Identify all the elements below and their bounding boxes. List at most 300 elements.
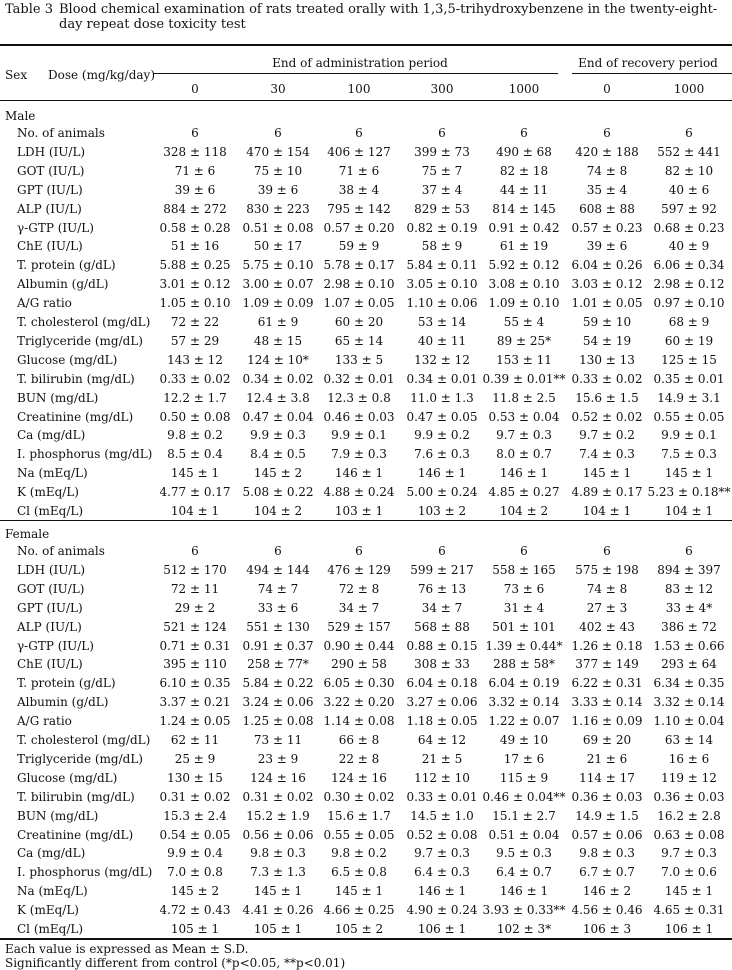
table-cell: 5.08 ± 0.22 bbox=[242, 485, 314, 500]
row-label: Triglyceride (mg/dL) bbox=[17, 333, 143, 348]
row-label: Albumin (g/dL) bbox=[17, 277, 109, 292]
table-cell: 4.90 ± 0.24 bbox=[406, 903, 478, 918]
table-cell: 21 ± 5 bbox=[421, 751, 463, 766]
table-cell: 74 ± 7 bbox=[257, 581, 299, 596]
table-cell: 2.98 ± 0.12 bbox=[653, 277, 725, 292]
table-cell: 0.36 ± 0.03 bbox=[653, 789, 725, 804]
row-label: Cl (mEq/L) bbox=[17, 504, 84, 518]
table-cell: 1.39 ± 0.44* bbox=[485, 638, 563, 653]
table-cell: 386 ± 72 bbox=[661, 619, 717, 634]
table-cell: 420 ± 188 bbox=[575, 144, 639, 159]
table-cell: 258 ± 77* bbox=[247, 657, 309, 672]
footnote-mean-sd: Each value is expressed as Mean ± S.D. bbox=[5, 942, 249, 956]
table-cell: 153 ± 11 bbox=[496, 352, 552, 367]
row-label: GPT (IU/L) bbox=[17, 182, 83, 197]
table-cell: 69 ± 20 bbox=[582, 733, 632, 747]
table-cell: 15.6 ± 1.5 bbox=[575, 390, 639, 405]
table-cell: 4.88 ± 0.24 bbox=[323, 485, 395, 500]
table-cell: 402 ± 43 bbox=[579, 619, 635, 634]
table-cell: 529 ± 157 bbox=[327, 619, 391, 634]
table-cell: 114 ± 17 bbox=[579, 770, 635, 785]
table-cell: 6.05 ± 0.30 bbox=[323, 676, 395, 691]
table-cell: 6 bbox=[685, 544, 693, 558]
table-cell: 25 ± 9 bbox=[174, 751, 216, 766]
table-cell: 145 ± 1 bbox=[334, 884, 384, 899]
header-dose: Dose (mg/kg/day) bbox=[48, 68, 155, 82]
table-cell: 6.7 ± 0.7 bbox=[579, 865, 635, 880]
table-cell: 0.68 ± 0.23 bbox=[653, 220, 725, 235]
table-cell: 29 ± 2 bbox=[174, 600, 216, 615]
table-cell: 9.8 ± 0.3 bbox=[250, 846, 306, 861]
table-cell: 0.55 ± 0.05 bbox=[653, 409, 725, 424]
table-cell: 1.14 ± 0.08 bbox=[323, 714, 395, 729]
table-cell: 6.04 ± 0.26 bbox=[571, 258, 643, 273]
table-cell: 6.04 ± 0.19 bbox=[488, 676, 560, 691]
row-label: Triglyceride (mg/dL) bbox=[17, 751, 143, 766]
row-label: γ-GTP (IU/L) bbox=[17, 220, 94, 235]
table-cell: 16.2 ± 2.8 bbox=[657, 808, 721, 823]
table-cell: 104 ± 1 bbox=[170, 504, 220, 518]
table-cell: 308 ± 33 bbox=[414, 657, 470, 672]
table-cell: 6 bbox=[603, 544, 611, 558]
table-cell: 0.39 ± 0.01** bbox=[482, 371, 566, 386]
table-cell: 1.53 ± 0.66 bbox=[653, 638, 725, 653]
table-cell: 0.51 ± 0.04 bbox=[488, 827, 560, 842]
table-cell: 0.97 ± 0.10 bbox=[653, 296, 725, 311]
row-label: Ca (mg/dL) bbox=[17, 846, 86, 861]
table-cell: 9.8 ± 0.3 bbox=[579, 846, 635, 861]
row-label: I. phosphorus (mg/dL) bbox=[17, 865, 153, 880]
table-cell: 1.10 ± 0.04 bbox=[653, 714, 725, 729]
table-cell: 9.7 ± 0.2 bbox=[579, 428, 635, 443]
table-cell: 59 ± 10 bbox=[582, 315, 632, 329]
table-cell: 0.34 ± 0.02 bbox=[242, 371, 314, 386]
table-cell: 132 ± 12 bbox=[414, 352, 470, 367]
table-cell: 146 ± 1 bbox=[417, 466, 467, 481]
table-cell: 115 ± 9 bbox=[499, 770, 549, 785]
table-cell: 21 ± 6 bbox=[586, 751, 628, 766]
dose-header-cell: 100 bbox=[347, 82, 371, 96]
table-cell: 0.52 ± 0.08 bbox=[406, 827, 478, 842]
table-cell: 1.05 ± 0.10 bbox=[159, 296, 231, 311]
row-label: ChE (IU/L) bbox=[17, 657, 83, 672]
table-cell: 3.33 ± 0.14 bbox=[571, 695, 643, 710]
row-label: T. cholesterol (mg/dL) bbox=[17, 315, 151, 329]
table-cell: 104 ± 2 bbox=[253, 504, 303, 518]
table-cell: 73 ± 11 bbox=[253, 733, 303, 747]
table-cell: 9.8 ± 0.2 bbox=[167, 428, 223, 443]
table-cell: 0.52 ± 0.02 bbox=[571, 409, 643, 424]
table-cell: 3.22 ± 0.20 bbox=[323, 695, 395, 710]
table-cell: 51 ± 16 bbox=[170, 239, 220, 254]
table-cell: 5.84 ± 0.11 bbox=[406, 258, 478, 273]
table-cell: 124 ± 10* bbox=[247, 352, 309, 367]
table-cell: 0.47 ± 0.05 bbox=[406, 409, 478, 424]
table-cell: 9.5 ± 0.3 bbox=[496, 846, 552, 861]
table-cell: 0.91 ± 0.42 bbox=[488, 220, 560, 235]
table-cell: 5.78 ± 0.17 bbox=[323, 258, 395, 273]
table-cell: 60 ± 20 bbox=[334, 315, 384, 329]
table-cell: 512 ± 170 bbox=[163, 562, 227, 577]
table-cell: 61 ± 19 bbox=[499, 239, 549, 254]
table-cell: 15.3 ± 2.4 bbox=[163, 808, 227, 823]
table-cell: 130 ± 13 bbox=[579, 352, 635, 367]
table-cell: 1.25 ± 0.08 bbox=[242, 714, 314, 729]
table-cell: 6 bbox=[355, 126, 363, 140]
table-cell: 27 ± 3 bbox=[586, 600, 628, 615]
table-cell: 884 ± 272 bbox=[163, 201, 227, 216]
table-cell: 1.10 ± 0.06 bbox=[406, 296, 478, 311]
table-cell: 0.32 ± 0.01 bbox=[323, 371, 395, 386]
row-label: K (mEq/L) bbox=[17, 485, 79, 500]
table-cell: 104 ± 1 bbox=[664, 504, 714, 518]
row-label: Ca (mg/dL) bbox=[17, 428, 86, 443]
table-cell: 4.85 ± 0.27 bbox=[488, 485, 560, 500]
dose-header-cell: 1000 bbox=[673, 82, 705, 96]
table-cell: 406 ± 127 bbox=[327, 144, 391, 159]
table-cell: 3.27 ± 0.06 bbox=[406, 695, 478, 710]
table-cell: 44 ± 11 bbox=[499, 182, 549, 197]
table-cell: 3.93 ± 0.33** bbox=[482, 903, 566, 918]
table-cell: 146 ± 1 bbox=[417, 884, 467, 899]
table-cell: 4.89 ± 0.17 bbox=[571, 485, 643, 500]
table-cell: 65 ± 14 bbox=[334, 333, 384, 348]
table-cell: 75 ± 7 bbox=[421, 163, 463, 178]
row-label: GOT (IU/L) bbox=[17, 581, 85, 596]
row-label: Creatinine (mg/dL) bbox=[17, 827, 134, 842]
table-cell: 4.41 ± 0.26 bbox=[242, 903, 314, 918]
table-cell: 6.04 ± 0.18 bbox=[406, 676, 478, 691]
table-cell: 50 ± 17 bbox=[253, 239, 303, 254]
table-cell: 1.16 ± 0.09 bbox=[571, 714, 643, 729]
row-label: LDH (IU/L) bbox=[17, 562, 86, 577]
table-cell: 145 ± 1 bbox=[253, 884, 303, 899]
table-cell: 599 ± 217 bbox=[410, 562, 474, 577]
row-label: ALP (IU/L) bbox=[17, 201, 82, 216]
table-cell: 6 bbox=[685, 126, 693, 140]
table-cell: 103 ± 1 bbox=[334, 504, 384, 518]
table-cell: 1.07 ± 0.05 bbox=[323, 296, 395, 311]
table-cell: 0.54 ± 0.05 bbox=[159, 827, 231, 842]
table-cell: 0.34 ± 0.01 bbox=[406, 371, 478, 386]
table-cell: 1.18 ± 0.05 bbox=[406, 714, 478, 729]
table-cell: 6.4 ± 0.7 bbox=[496, 865, 552, 880]
table-cell: 71 ± 6 bbox=[174, 163, 216, 178]
table-cell: 0.53 ± 0.04 bbox=[488, 409, 560, 424]
table-cell: 39 ± 6 bbox=[586, 239, 628, 254]
table-cell: 293 ± 64 bbox=[661, 657, 717, 672]
table-cell: 0.90 ± 0.44 bbox=[323, 638, 395, 653]
table-cell: 3.00 ± 0.07 bbox=[242, 277, 314, 292]
row-label: A/G ratio bbox=[17, 296, 72, 311]
header-recovery-period: End of recovery period bbox=[578, 56, 718, 70]
table-cell: 73 ± 6 bbox=[503, 581, 545, 596]
table-cell: 568 ± 88 bbox=[414, 619, 470, 634]
table-cell: 146 ± 1 bbox=[334, 466, 384, 481]
table-cell: 7.6 ± 0.3 bbox=[414, 447, 470, 462]
table-cell: 290 ± 58 bbox=[331, 657, 387, 672]
table-cell: 558 ± 165 bbox=[492, 562, 556, 577]
table-cell: 0.50 ± 0.08 bbox=[159, 409, 231, 424]
table-cell: 146 ± 1 bbox=[499, 466, 549, 481]
table-cell: 9.9 ± 0.4 bbox=[167, 846, 223, 861]
table-cell: 14.9 ± 1.5 bbox=[575, 808, 639, 823]
table-cell: 476 ± 129 bbox=[327, 562, 391, 577]
table-cell: 146 ± 2 bbox=[582, 884, 632, 899]
table-cell: 3.05 ± 0.10 bbox=[406, 277, 478, 292]
table-cell: 40 ± 11 bbox=[417, 333, 467, 348]
table-cell: 894 ± 397 bbox=[657, 562, 721, 577]
table-cell: 16 ± 6 bbox=[668, 751, 710, 766]
table-cell: 9.7 ± 0.3 bbox=[496, 428, 552, 443]
table-cell: 0.33 ± 0.02 bbox=[159, 371, 231, 386]
table-cell: 551 ± 130 bbox=[246, 619, 310, 634]
table-cell: 2.98 ± 0.10 bbox=[323, 277, 395, 292]
table-cell: 15.6 ± 1.7 bbox=[327, 808, 391, 823]
table-cell: 6 bbox=[191, 544, 199, 558]
table-cell: 0.31 ± 0.02 bbox=[159, 789, 231, 804]
table-cell: 6.5 ± 0.8 bbox=[331, 865, 387, 880]
table-cell: 3.32 ± 0.14 bbox=[653, 695, 725, 710]
row-label: T. protein (g/dL) bbox=[17, 676, 116, 691]
table-cell: 9.9 ± 0.1 bbox=[331, 428, 387, 443]
table-cell: 145 ± 1 bbox=[664, 884, 714, 899]
table-cell: 8.5 ± 0.4 bbox=[167, 447, 223, 462]
table-cell: 6.4 ± 0.3 bbox=[414, 865, 470, 880]
table-cell: 82 ± 18 bbox=[499, 163, 549, 178]
footnote-significance: Significantly different from control (*p<0.05, **p<0.01) bbox=[5, 956, 346, 970]
table-cell: 124 ± 16 bbox=[250, 770, 306, 785]
row-label: T. bilirubin (mg/dL) bbox=[17, 789, 135, 804]
table-title: Blood chemical examination of rats treated orally with 1,3,5-trihydroxybenzene in the twenty-eight-day repeat dose toxicity test bbox=[59, 2, 718, 32]
table-cell: 0.33 ± 0.01 bbox=[406, 789, 478, 804]
header-admin-period: End of administration period bbox=[272, 56, 448, 70]
table-cell: 288 ± 58* bbox=[493, 657, 555, 672]
table-cell: 377 ± 149 bbox=[575, 657, 639, 672]
table-cell: 33 ± 4* bbox=[665, 600, 713, 615]
table-cell: 124 ± 16 bbox=[331, 770, 387, 785]
table-cell: 61 ± 9 bbox=[257, 315, 299, 329]
table-cell: 104 ± 2 bbox=[499, 504, 549, 518]
table-cell: 0.47 ± 0.04 bbox=[242, 409, 314, 424]
table-cell: 470 ± 154 bbox=[246, 144, 310, 159]
table-cell: 1.26 ± 0.18 bbox=[571, 638, 643, 653]
table-cell: 0.63 ± 0.08 bbox=[653, 827, 725, 842]
table-cell: 133 ± 5 bbox=[334, 352, 384, 367]
table-cell: 15.2 ± 1.9 bbox=[246, 808, 310, 823]
table-cell: 3.32 ± 0.14 bbox=[488, 695, 560, 710]
table-cell: 3.37 ± 0.21 bbox=[159, 695, 231, 710]
table-cell: 40 ± 6 bbox=[668, 182, 710, 197]
table-cell: 130 ± 15 bbox=[167, 770, 223, 785]
table-cell: 0.91 ± 0.37 bbox=[242, 638, 314, 653]
row-label: No. of animals bbox=[17, 544, 105, 558]
table-cell: 5.88 ± 0.25 bbox=[159, 258, 231, 273]
table-cell: 0.71 ± 0.31 bbox=[159, 638, 231, 653]
table-cell: 0.55 ± 0.05 bbox=[323, 827, 395, 842]
table-cell: 40 ± 9 bbox=[668, 239, 710, 254]
table-cell: 82 ± 10 bbox=[664, 163, 714, 178]
table-cell: 4.56 ± 0.46 bbox=[571, 903, 643, 918]
table-cell: 145 ± 2 bbox=[253, 466, 303, 481]
table-cell: 4.66 ± 0.25 bbox=[323, 903, 395, 918]
table-cell: 39 ± 6 bbox=[257, 182, 299, 197]
table-cell: 106 ± 3 bbox=[582, 922, 632, 936]
table-cell: 5.23 ± 0.18** bbox=[647, 485, 731, 500]
table-cell: 105 ± 1 bbox=[253, 922, 303, 936]
table-cell: 59 ± 9 bbox=[338, 239, 380, 254]
section-title: Male bbox=[5, 109, 36, 123]
table-cell: 58 ± 9 bbox=[421, 239, 463, 254]
table-cell: 3.24 ± 0.06 bbox=[242, 695, 314, 710]
row-label: Cl (mEq/L) bbox=[17, 922, 84, 936]
table-cell: 5.00 ± 0.24 bbox=[406, 485, 478, 500]
table-cell: 72 ± 8 bbox=[338, 581, 380, 596]
row-label: BUN (mg/dL) bbox=[17, 390, 99, 405]
table-cell: 11.8 ± 2.5 bbox=[492, 390, 556, 405]
table-cell: 75 ± 10 bbox=[253, 163, 303, 178]
table-cell: 0.46 ± 0.04** bbox=[482, 789, 566, 804]
table-cell: 12.2 ± 1.7 bbox=[163, 390, 227, 405]
table-cell: 0.30 ± 0.02 bbox=[323, 789, 395, 804]
table-cell: 14.5 ± 1.0 bbox=[410, 808, 474, 823]
table-cell: 7.0 ± 0.8 bbox=[167, 865, 223, 880]
table-cell: 0.88 ± 0.15 bbox=[406, 638, 478, 653]
row-label: No. of animals bbox=[17, 126, 105, 140]
table-cell: 4.72 ± 0.43 bbox=[159, 903, 231, 918]
table-cell: 6.06 ± 0.34 bbox=[653, 258, 725, 273]
table-cell: 143 ± 12 bbox=[167, 352, 223, 367]
table-cell: 6 bbox=[191, 126, 199, 140]
table-cell: 4.65 ± 0.31 bbox=[653, 903, 725, 918]
row-label: γ-GTP (IU/L) bbox=[17, 638, 94, 653]
row-label: ALP (IU/L) bbox=[17, 619, 82, 634]
table-cell: 74 ± 8 bbox=[586, 163, 628, 178]
table-cell: 14.9 ± 3.1 bbox=[657, 390, 721, 405]
table-cell: 814 ± 145 bbox=[492, 201, 556, 216]
table-cell: 830 ± 223 bbox=[246, 201, 310, 216]
table-cell: 521 ± 124 bbox=[163, 619, 227, 634]
table-cell: 5.92 ± 0.12 bbox=[488, 258, 560, 273]
table-cell: 6 bbox=[438, 126, 446, 140]
table-cell: 6.10 ± 0.35 bbox=[159, 676, 231, 691]
table-cell: 7.9 ± 0.3 bbox=[331, 447, 387, 462]
table-cell: 6 bbox=[603, 126, 611, 140]
table-cell: 83 ± 12 bbox=[664, 581, 714, 596]
table-cell: 0.57 ± 0.06 bbox=[571, 827, 643, 842]
table-cell: 31 ± 4 bbox=[503, 600, 545, 615]
table-cell: 35 ± 4 bbox=[586, 182, 628, 197]
table-cell: 8.4 ± 0.5 bbox=[250, 447, 306, 462]
table-cell: 0.57 ± 0.23 bbox=[571, 220, 643, 235]
table-cell: 22 ± 8 bbox=[338, 751, 380, 766]
row-label: GOT (IU/L) bbox=[17, 163, 85, 178]
table-cell: 106 ± 1 bbox=[417, 922, 467, 936]
table-cell: 72 ± 11 bbox=[170, 581, 220, 596]
table-cell: 1.01 ± 0.05 bbox=[571, 296, 643, 311]
table-cell: 9.7 ± 0.3 bbox=[661, 846, 717, 861]
table-cell: 112 ± 10 bbox=[414, 770, 470, 785]
table-cell: 119 ± 12 bbox=[661, 770, 717, 785]
row-label: I. phosphorus (mg/dL) bbox=[17, 447, 153, 462]
row-label: ChE (IU/L) bbox=[17, 239, 83, 254]
table-cell: 9.9 ± 0.3 bbox=[250, 428, 306, 443]
table-cell: 3.01 ± 0.12 bbox=[159, 277, 231, 292]
table-cell: 66 ± 8 bbox=[338, 733, 380, 747]
bottom-rule bbox=[0, 938, 732, 940]
table-cell: 6 bbox=[274, 126, 282, 140]
table-cell: 399 ± 73 bbox=[414, 144, 470, 159]
table-cell: 57 ± 29 bbox=[170, 333, 220, 348]
table-cell: 608 ± 88 bbox=[579, 201, 635, 216]
row-label: Glucose (mg/dL) bbox=[17, 352, 118, 367]
table-cell: 34 ± 7 bbox=[338, 600, 380, 615]
row-label: Na (mEq/L) bbox=[17, 884, 88, 899]
table-cell: 39 ± 6 bbox=[174, 182, 216, 197]
table-cell: 145 ± 2 bbox=[170, 884, 220, 899]
table-cell: 34 ± 7 bbox=[421, 600, 463, 615]
table-cell: 6 bbox=[438, 544, 446, 558]
table-cell: 490 ± 68 bbox=[496, 144, 552, 159]
table-cell: 145 ± 1 bbox=[170, 466, 220, 481]
table-cell: 37 ± 4 bbox=[421, 182, 463, 197]
dose-header-cell: 300 bbox=[430, 82, 454, 96]
table-cell: 48 ± 15 bbox=[253, 333, 303, 348]
table-cell: 17 ± 6 bbox=[503, 751, 545, 766]
table-cell: 68 ± 9 bbox=[668, 315, 710, 329]
table-label: Table 3 bbox=[5, 2, 53, 17]
table-cell: 146 ± 1 bbox=[499, 884, 549, 899]
table-cell: 64 ± 12 bbox=[417, 733, 467, 747]
table-cell: 89 ± 25* bbox=[496, 333, 552, 348]
table-cell: 145 ± 1 bbox=[582, 466, 632, 481]
row-label: Na (mEq/L) bbox=[17, 466, 88, 481]
table-cell: 54 ± 19 bbox=[582, 333, 632, 348]
table-cell: 0.36 ± 0.03 bbox=[571, 789, 643, 804]
row-label: Creatinine (mg/dL) bbox=[17, 409, 134, 424]
table-cell: 1.24 ± 0.05 bbox=[159, 714, 231, 729]
table-cell: 0.46 ± 0.03 bbox=[323, 409, 395, 424]
table-cell: 38 ± 4 bbox=[338, 182, 380, 197]
dose-header-cell: 30 bbox=[270, 82, 286, 96]
table-cell: 0.35 ± 0.01 bbox=[653, 371, 725, 386]
dose-header-cell: 1000 bbox=[508, 82, 540, 96]
table-cell: 15.1 ± 2.7 bbox=[492, 808, 556, 823]
table-cell: 0.82 ± 0.19 bbox=[406, 220, 478, 235]
row-label: K (mEq/L) bbox=[17, 903, 79, 918]
row-label: T. cholesterol (mg/dL) bbox=[17, 733, 151, 747]
row-label: Glucose (mg/dL) bbox=[17, 770, 118, 785]
table-cell: 7.5 ± 0.3 bbox=[661, 447, 717, 462]
table-cell: 49 ± 10 bbox=[499, 733, 549, 747]
table-cell: 3.08 ± 0.10 bbox=[488, 277, 560, 292]
table-cell: 55 ± 4 bbox=[503, 315, 545, 329]
table-cell: 62 ± 11 bbox=[170, 733, 220, 747]
row-label: A/G ratio bbox=[17, 714, 72, 729]
table-cell: 6 bbox=[355, 544, 363, 558]
table-cell: 9.9 ± 0.2 bbox=[414, 428, 470, 443]
table-cell: 829 ± 53 bbox=[414, 201, 470, 216]
table-cell: 71 ± 6 bbox=[338, 163, 380, 178]
section-divider bbox=[0, 520, 732, 521]
dose-header-cell: 0 bbox=[191, 82, 199, 96]
table-cell: 1.09 ± 0.10 bbox=[488, 296, 560, 311]
table-cell: 0.31 ± 0.02 bbox=[242, 789, 314, 804]
table-cell: 501 ± 101 bbox=[492, 619, 556, 634]
table-cell: 0.56 ± 0.06 bbox=[242, 827, 314, 842]
table-cell: 0.57 ± 0.20 bbox=[323, 220, 395, 235]
dose-header-cell: 0 bbox=[603, 82, 611, 96]
